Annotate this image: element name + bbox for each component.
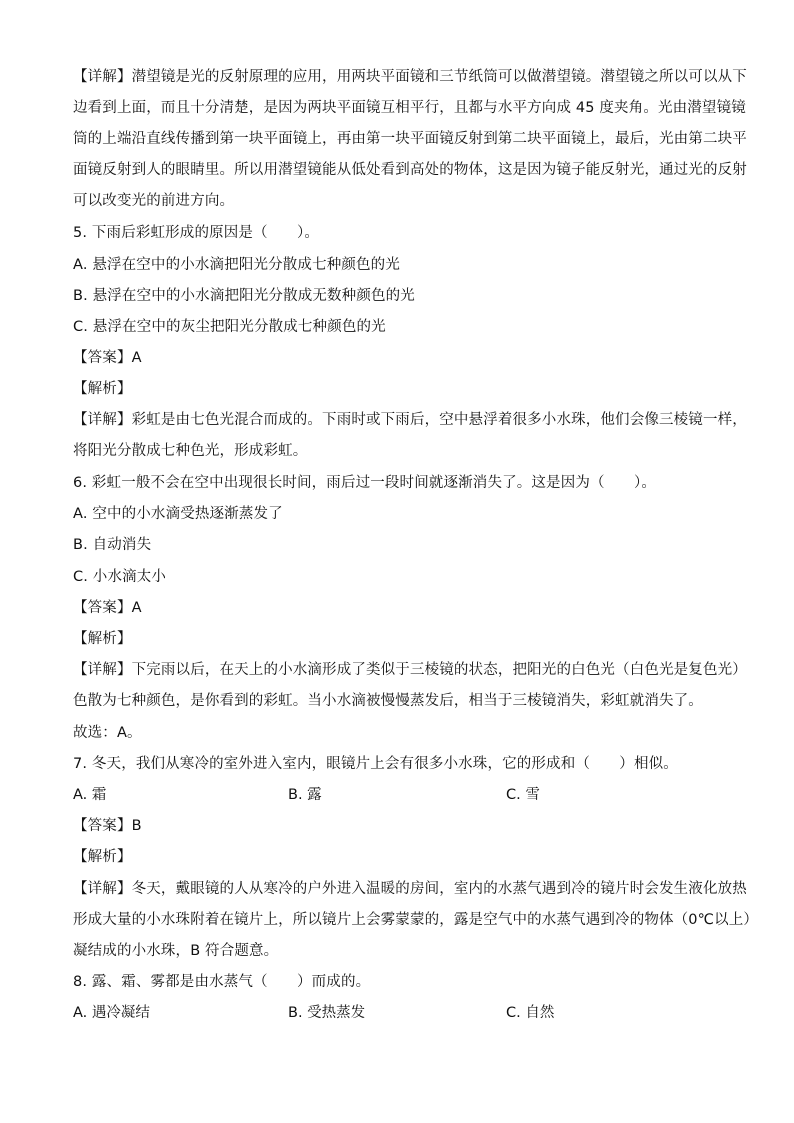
q8-option-b: B. 受热蒸发 (288, 1005, 366, 1021)
q6-analysis-label: 【解析】 (73, 631, 132, 647)
q6-stem: 6. 彩虹一般不会在空中出现很长时间，雨后过一段时间就逐渐消失了。这是因为（ ）。 (73, 475, 656, 491)
q7-detail-line-1: 【详解】冬天，戴眼镜的人从寒冷的户外进入温暖的房间，室内的水蒸气遇到冷的镜片时会发生液化放热 (73, 881, 747, 897)
q5-option-c: C. 悬浮在空中的灰尘把阳光分散成七种颜色的光 (73, 319, 386, 335)
q4-explanation-line-3: 筒的上端沿直线传播到第一块平面镜上，再由第一块平面镜反射到第二块平面镜上，最后，光由第二块平 (73, 131, 747, 147)
q7-answer: 【答案】B (73, 818, 142, 834)
q4-explanation-line-1: 【详解】潜望镜是光的反射原理的应用，用两块平面镜和三节纸筒可以做潜望镜。潜望镜之所以可以从下 (73, 69, 747, 85)
q5-analysis-label: 【解析】 (73, 381, 132, 397)
q6-option-a: A. 空中的小水滴受热逐渐蒸发了 (73, 506, 283, 522)
q8-option-a: A. 遇冷凝结 (73, 1005, 150, 1021)
q5-option-a: A. 悬浮在空中的小水滴把阳光分散成七种颜色的光 (73, 257, 400, 273)
q7-analysis-label: 【解析】 (73, 849, 132, 865)
q7-detail-line-3: 凝结成的小水珠，B 符合题意。 (73, 943, 279, 959)
q7-option-c: C. 雪 (506, 787, 540, 803)
q4-explanation-line-4: 面镜反射到人的眼睛里。所以用潜望镜能从低处看到高处的物体，这是因为镜子能反射光，通过光的反射 (73, 162, 747, 178)
q6-detail-line-1: 【详解】下完雨以后，在天上的小水滴形成了类似于三棱镜的状态，把阳光的白色光（白色光是复色光） (73, 662, 747, 678)
q5-detail-line-2: 将阳光分散成七种色光，形成彩虹。 (73, 443, 308, 459)
q8-option-c: C. 自然 (506, 1005, 555, 1021)
q6-option-b: B. 自动消失 (73, 537, 152, 553)
q5-stem: 5. 下雨后彩虹形成的原因是（ ）。 (73, 225, 320, 241)
q6-option-c: C. 小水滴太小 (73, 569, 167, 585)
q4-explanation-line-2: 边看到上面，而且十分清楚，是因为两块平面镜互相平行，且都与水平方向成 45 度夹角。光由潜望镜镜 (73, 100, 746, 116)
q6-choice: 故选：A。 (73, 725, 142, 741)
q6-answer: 【答案】A (73, 600, 142, 616)
q6-detail-line-2: 色散为七种颜色，是你看到的彩虹。当小水滴被慢慢蒸发后，相当于三棱镜消失，彩虹就消失了。 (73, 693, 703, 709)
q5-detail-line-1: 【详解】彩虹是由七色光混合而成的。下雨时或下雨后，空中悬浮着很多小水珠，他们会像三棱镜一样， (73, 412, 747, 428)
q7-detail-line-2: 形成大量的小水珠附着在镜片上，所以镜片上会雾蒙蒙的，露是空气中的水蒸气遇到冷的物体（0℃以上） (73, 912, 759, 928)
q5-option-b: B. 悬浮在空中的小水滴把阳光分散成无数种颜色的光 (73, 288, 415, 304)
q7-option-a: A. 霜 (73, 787, 107, 803)
q7-option-b: B. 露 (288, 787, 322, 803)
q8-stem: 8. 露、霜、雾都是由水蒸气（ ）而成的。 (73, 974, 371, 990)
q7-stem: 7. 冬天，我们从寒冷的室外进入室内，眼镜片上会有很多小水珠，它的形成和（ ）相似。 (73, 756, 678, 772)
q4-explanation-line-5: 可以改变光的前进方向。 (73, 193, 235, 209)
q5-answer: 【答案】A (73, 350, 142, 366)
